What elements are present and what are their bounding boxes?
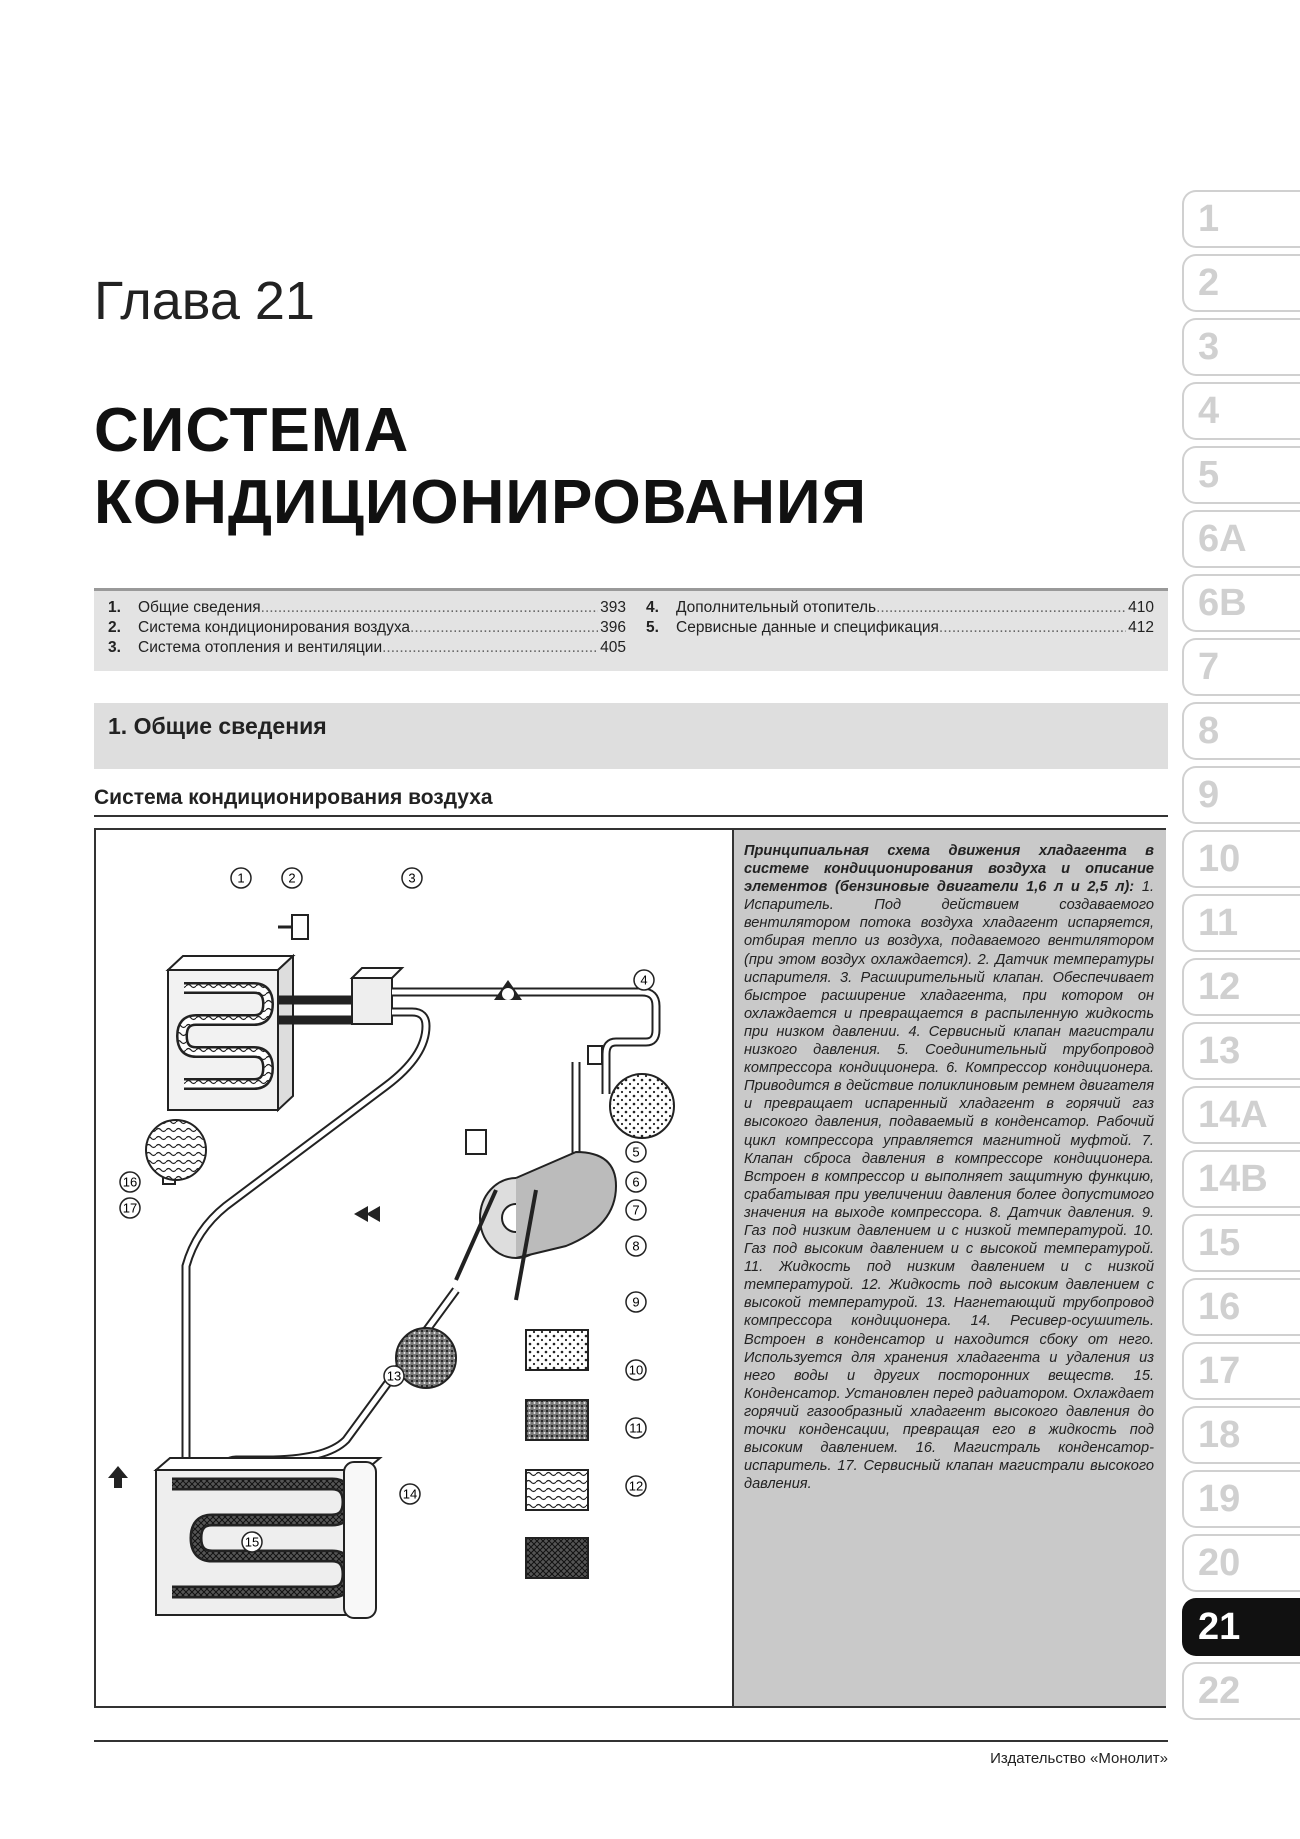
refrigerant-diagram bbox=[96, 830, 732, 1706]
subsection-title: Система кондиционирования воздуха bbox=[94, 786, 493, 809]
callout-label: 16 bbox=[122, 1174, 138, 1190]
chapter-tab-6a[interactable]: 6A bbox=[1182, 510, 1300, 568]
chapter-tab-2[interactable]: 2 bbox=[1182, 254, 1300, 312]
callout-17 bbox=[120, 1198, 140, 1218]
chapter-tab-3[interactable]: 3 bbox=[1182, 318, 1300, 376]
receiver-drier bbox=[344, 1462, 376, 1618]
chapter-tab-5[interactable]: 5 bbox=[1182, 446, 1300, 504]
chapter-title-line1: СИСТЕМА bbox=[94, 396, 410, 465]
callout-label: 9 bbox=[632, 1294, 640, 1310]
toc-left-column bbox=[108, 599, 626, 659]
toc-page: 393 bbox=[600, 599, 626, 616]
toc-right-column bbox=[646, 599, 1154, 639]
callout-7 bbox=[626, 1200, 646, 1220]
toc-item[interactable] bbox=[108, 639, 626, 659]
callout-label: 11 bbox=[629, 1420, 643, 1436]
toc-title: Дополнительный отопитель bbox=[676, 599, 877, 616]
toc-title: Система кондиционирования воздуха bbox=[138, 619, 411, 636]
chapter-tab-11[interactable]: 11 bbox=[1182, 894, 1300, 952]
callout-3 bbox=[402, 868, 422, 888]
toc-num: 5. bbox=[646, 619, 659, 636]
callout-10 bbox=[626, 1360, 646, 1380]
refrigerant-diagram-figure bbox=[94, 828, 1166, 1708]
pressure-sensor bbox=[466, 1130, 486, 1154]
callout-12 bbox=[626, 1476, 646, 1496]
chapter-title bbox=[94, 395, 867, 539]
toc-item[interactable] bbox=[108, 599, 626, 619]
chapter-tab-7[interactable]: 7 bbox=[1182, 638, 1300, 696]
callout-8 bbox=[626, 1236, 646, 1256]
callout-13 bbox=[384, 1366, 404, 1386]
callout-11 bbox=[626, 1418, 646, 1438]
callout-2 bbox=[282, 868, 302, 888]
callout-14 bbox=[400, 1484, 420, 1504]
publisher: Издательство «Монолит» bbox=[990, 1750, 1168, 1767]
chapter-label: Глава 21 bbox=[94, 271, 315, 331]
chapter-title-line2: КОНДИЦИОНИРОВАНИЯ bbox=[94, 468, 868, 537]
toc-num: 2. bbox=[108, 619, 121, 636]
callout-label: 14 bbox=[402, 1486, 418, 1502]
toc-title: Сервисные данные и спецификация bbox=[676, 619, 939, 636]
section-title: 1. Общие сведения bbox=[108, 713, 327, 739]
section-header bbox=[94, 703, 1168, 769]
description-title: Принципиальная схема движения хладагента в системе кондиционирования воздуха и описание элементов (бензиновые двигатели 1,6 л и 2,5 л): bbox=[744, 843, 1154, 896]
figure-description bbox=[732, 830, 1166, 1706]
callout-label: 1 bbox=[237, 870, 245, 886]
toc-num: 4. bbox=[646, 599, 659, 616]
toc-num: 1. bbox=[108, 599, 121, 616]
legend-swatch-10 bbox=[526, 1400, 588, 1440]
chapter-tab-8[interactable]: 8 bbox=[1182, 702, 1300, 760]
chapter-tabs bbox=[1182, 190, 1300, 1726]
callout-9 bbox=[626, 1292, 646, 1312]
callout-label: 5 bbox=[632, 1144, 640, 1160]
chapter-tab-1[interactable]: 1 bbox=[1182, 190, 1300, 248]
callout-label: 4 bbox=[640, 972, 648, 988]
chapter-tab-20[interactable]: 20 bbox=[1182, 1534, 1300, 1592]
legend-swatch-11 bbox=[526, 1470, 588, 1510]
callout-label: 12 bbox=[628, 1478, 644, 1494]
chapter-tab-16[interactable]: 16 bbox=[1182, 1278, 1300, 1336]
toc-item[interactable] bbox=[646, 619, 1154, 639]
callout-label: 13 bbox=[386, 1368, 402, 1384]
toc-page: 405 bbox=[600, 639, 626, 656]
chapter-tab-22[interactable]: 22 bbox=[1182, 1662, 1300, 1720]
callout-5 bbox=[626, 1142, 646, 1162]
callout-6 bbox=[626, 1172, 646, 1192]
chapter-tab-14a[interactable]: 14A bbox=[1182, 1086, 1300, 1144]
toc-page: 396 bbox=[600, 619, 626, 636]
low-pressure-service-valve bbox=[588, 1046, 602, 1064]
description-body: 1. Испаритель. Под действием создаваемого вентилятором потока воздуха хладагент испаряется, отбирая тепло из воздуха, подаваемого вентилятором (при этом воздух охлаждается). 2. Датчик температуры испарителя. 3. Расширительный клапан. Обеспечивает быстрое расширение хладагента, при котором он охлаждается и превращается в распыленную жидкость при низком давлении. 4. Сервисный клапан магистрали низкого давления. 5. Соединительный трубопровод компрессора кондиционера. 6. Компрессор кондиционера. Приводится в действие поликлиновым ремнем двигателя и превращает испаренный хладагент в горячий газ высокого давления, подаваемый в конденсатор. Рабочий цикл компрессора управляется магнитной муфтой. 7. Клапан сброса давления в компрессоре кондиционера. Встроен в компрессор и выполняет защитную функцию, срабатывая при увеличении давления более допустимого значения на выходе компрессора. 8. Датчик давления. 9. Газ под низким давлением и с низкой температурой. 10. Газ под высоким давлением и с высокой температурой. 11. Жидкость под низким давлением и с низкой температурой. 12. Жидкость под высоким давлением с высокой температурой. 13. Нагнетающий трубопровод компрессора кондиционера. 14. Ресивер-осушитель. Встроен в конденсатор и находится сбоку от него. Используется для хранения хладагента и удаления из него воды и других посторонних веществ. 15. Конденсатор. Установлен перед радиатором. Охлаждает горячий газообразный хладагент высокого давления до точки конденсации, превращая его в жидкость под высоким давлением. 16. Магистраль конденсатор-испаритель. 17. Сервисный клапан магистрали высокого давления. bbox=[744, 879, 1154, 1493]
compressor bbox=[456, 1152, 616, 1300]
callout-label: 6 bbox=[632, 1174, 640, 1190]
callout-label: 15 bbox=[244, 1534, 260, 1550]
chapter-tab-21[interactable]: 21 bbox=[1182, 1598, 1300, 1656]
callout-label: 10 bbox=[628, 1362, 644, 1378]
legend-swatch-12 bbox=[526, 1538, 588, 1578]
chapter-tab-17[interactable]: 17 bbox=[1182, 1342, 1300, 1400]
chapter-tab-15[interactable]: 15 bbox=[1182, 1214, 1300, 1272]
chapter-tab-9[interactable]: 9 bbox=[1182, 766, 1300, 824]
chapter-tab-18[interactable]: 18 bbox=[1182, 1406, 1300, 1464]
callout-1 bbox=[231, 868, 251, 888]
chapter-tab-14b[interactable]: 14B bbox=[1182, 1150, 1300, 1208]
chapter-tab-6b[interactable]: 6B bbox=[1182, 574, 1300, 632]
chapter-tab-4[interactable]: 4 bbox=[1182, 382, 1300, 440]
toc-title: Система отопления и вентиляции bbox=[138, 639, 383, 656]
callout-label: 8 bbox=[632, 1238, 640, 1254]
legend-swatch-9 bbox=[526, 1330, 588, 1370]
callout-15 bbox=[242, 1532, 262, 1552]
condenser bbox=[156, 1458, 380, 1618]
chapter-tab-10[interactable]: 10 bbox=[1182, 830, 1300, 888]
callout-label: 17 bbox=[122, 1200, 138, 1216]
chapter-tab-12[interactable]: 12 bbox=[1182, 958, 1300, 1016]
magnifier-callouts bbox=[146, 1074, 674, 1388]
chapter-tab-13[interactable]: 13 bbox=[1182, 1022, 1300, 1080]
toc-num: 3. bbox=[108, 639, 121, 656]
toc-page: 412 bbox=[1128, 619, 1154, 636]
callout-label: 3 bbox=[408, 870, 416, 886]
toc-title: Общие сведения bbox=[138, 599, 261, 616]
callout-4 bbox=[634, 970, 654, 990]
evaporator-temp-sensor bbox=[278, 915, 308, 939]
evaporator bbox=[168, 956, 293, 1110]
callout-label: 2 bbox=[288, 870, 296, 886]
toc-item[interactable] bbox=[646, 599, 1154, 619]
callout-16 bbox=[120, 1172, 140, 1192]
subsection-rule bbox=[94, 815, 1168, 817]
toc-page: 410 bbox=[1128, 599, 1154, 616]
callout-label: 7 bbox=[632, 1202, 640, 1218]
footer-rule bbox=[94, 1740, 1168, 1742]
chapter-tab-19[interactable]: 19 bbox=[1182, 1470, 1300, 1528]
legend-swatches bbox=[526, 1330, 588, 1578]
toc-item[interactable] bbox=[108, 619, 626, 639]
table-of-contents bbox=[94, 588, 1168, 671]
